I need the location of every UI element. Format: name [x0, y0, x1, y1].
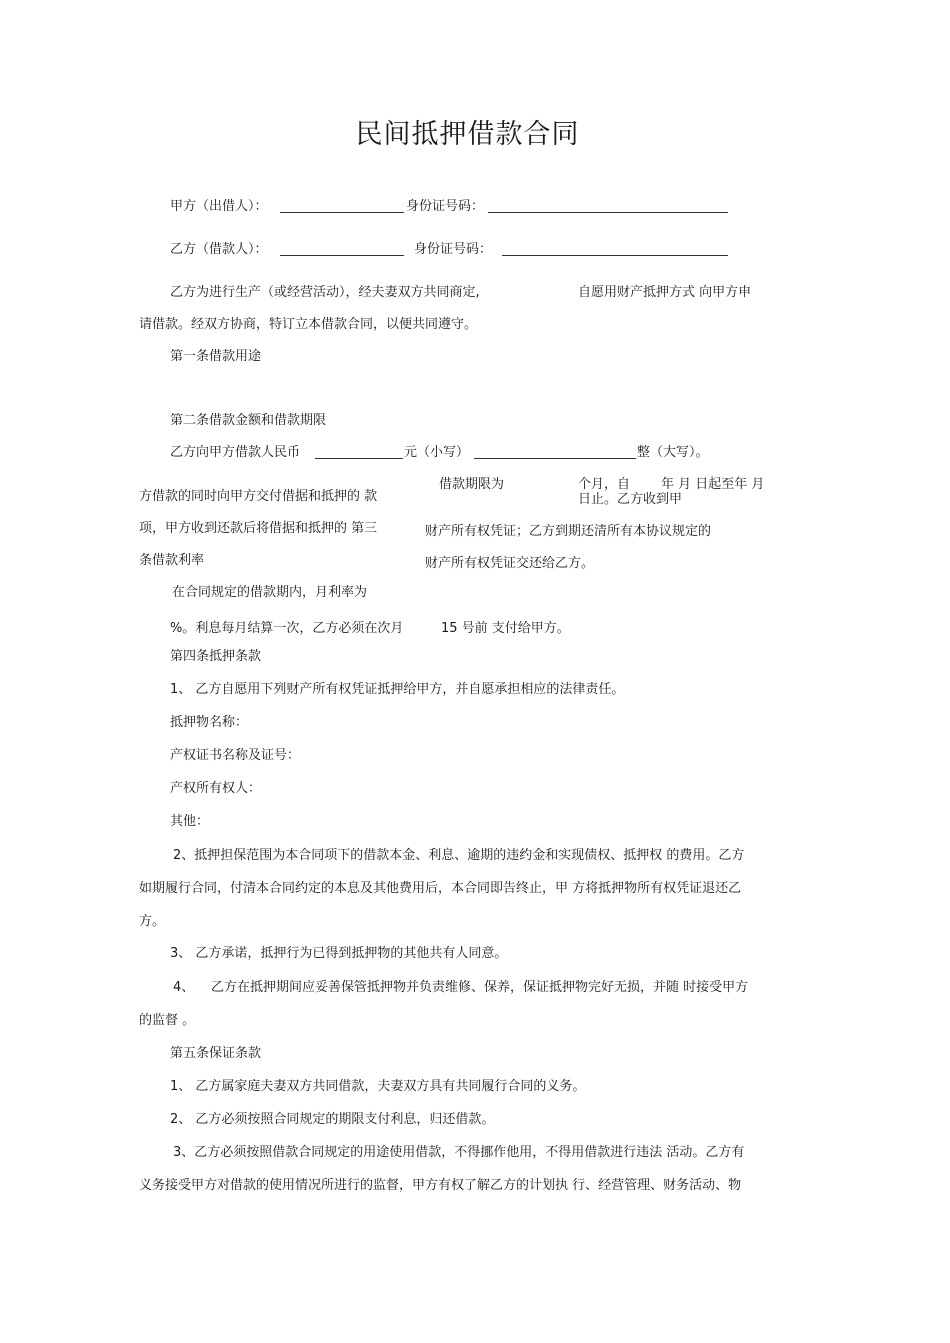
intro-line-1a: 乙方为进行生产（或经营活动），经夫妻双方共同商定, — [170, 285, 480, 300]
article-5-item-1: 1、 乙方属家庭夫妻双方共同借款，夫妻双方具有共同履行合同的义务。 — [170, 1079, 586, 1094]
article-2-right-line-2: 财产所有权凭证交还给乙方。 — [425, 556, 595, 571]
article-5-heading: 第五条保证条款 — [170, 1046, 262, 1061]
article-4-item-2-line-1: 2、抵押担保范围为本合同项下的借款本金、利息、逾期的违约金和实现债权、抵押权 的费用。乙方 — [173, 848, 745, 863]
article-1-heading: 第一条借款用途 — [170, 349, 262, 364]
party-b-id-label: 身份证号码： — [414, 242, 493, 257]
article-5-item-3-line-2: 义务接受甲方对借款的使用情况所进行的监督，甲方有权了解乙方的计划执 行、经营管理、财务活动、物 — [139, 1178, 742, 1193]
article-2-left-line-2: 项，甲方收到还款后将借据和抵押的 第三 — [139, 521, 378, 536]
loan-amount-numeric-label: 元（小写） — [404, 445, 470, 460]
amount-numeric-blank — [315, 458, 403, 459]
article-4-item-3: 3、 乙方承诺，抵押行为已得到抵押物的其他共有人同意。 — [170, 946, 508, 961]
article-4-item-4-line-1: 乙方在抵押期间应妥善保管抵押物并负责维修、保养，保证抵押物完好无损，并随 时接受甲方 — [211, 980, 749, 995]
party-b-name-blank — [280, 255, 404, 256]
article-4-item-4-number: 4、 — [173, 980, 195, 995]
loan-term-label: 借款期限为 — [439, 477, 505, 492]
other-field: 其他： — [170, 814, 210, 829]
article-4-item-1: 1、 乙方自愿用下列财产所有权凭证抵押给甲方，并自愿承担相应的法律责任。 — [170, 682, 625, 697]
article-3-heading: 条借款利率 — [139, 553, 205, 568]
article-2-left-line-1: 方借款的同时向甲方交付借据和抵押的 款 — [139, 489, 378, 504]
party-a-label: 甲方（出借人）： — [170, 199, 268, 214]
article-2-right-line-1: 财产所有权凭证；乙方到期还清所有本协议规定的 — [425, 524, 712, 539]
property-owner-field: 产权所有权人： — [170, 781, 262, 796]
article-5-item-3-line-1: 3、乙方必须按照借款合同规定的用途使用借款，不得挪作他用，不得用借款进行违法 活动。乙方有 — [173, 1145, 745, 1160]
article-4-item-2-line-3: 方。 — [139, 914, 166, 929]
article-4-heading: 第四条抵押条款 — [170, 649, 262, 664]
party-a-name-blank — [280, 212, 404, 213]
interest-settlement-text: %。利息每月结算一次，乙方必须在次月 — [170, 621, 404, 636]
intro-line-2: 请借款。经双方协商，特订立本借款合同，以便共同遵守。 — [139, 317, 478, 332]
loan-term-months: 个月，自 — [578, 477, 631, 492]
party-a-id-blank — [488, 212, 728, 213]
interest-rate-text: 在合同规定的借款期内，月利率为 — [172, 585, 368, 600]
document-title: 民间抵押借款合同 — [355, 119, 580, 150]
article-4-item-2-line-2: 如期履行合同，付清本合同约定的本息及其他费用后，本合同即告终止，甲 方将抵押物所有权凭证退还乙 — [139, 881, 742, 896]
collateral-name-field: 抵押物名称： — [170, 715, 249, 730]
party-b-label: 乙方（借款人）： — [170, 242, 268, 257]
loan-amount-label: 乙方向甲方借款人民币 — [170, 445, 301, 460]
loan-term-dates: 年 月 日起至年 月 — [661, 477, 765, 492]
article-4-item-4-line-2: 的监督 。 — [139, 1013, 196, 1028]
loan-term-end: 日止。乙方收到甲 — [578, 492, 683, 507]
party-b-id-blank — [502, 255, 728, 256]
intro-line-1b: 自愿用财产抵押方式 向甲方申 — [578, 285, 752, 300]
loan-amount-words-label: 整（大写）。 — [637, 445, 709, 460]
party-a-id-label: 身份证号码： — [406, 199, 485, 214]
article-2-heading: 第二条借款金额和借款期限 — [170, 413, 327, 428]
property-certificate-field: 产权证书名称及证号： — [170, 748, 301, 763]
article-5-item-2: 2、 乙方必须按照合同规定的期限支付利息，归还借款。 — [170, 1112, 495, 1127]
amount-words-blank — [474, 458, 636, 459]
interest-due-text: 15 号前 支付给甲方。 — [441, 621, 570, 636]
